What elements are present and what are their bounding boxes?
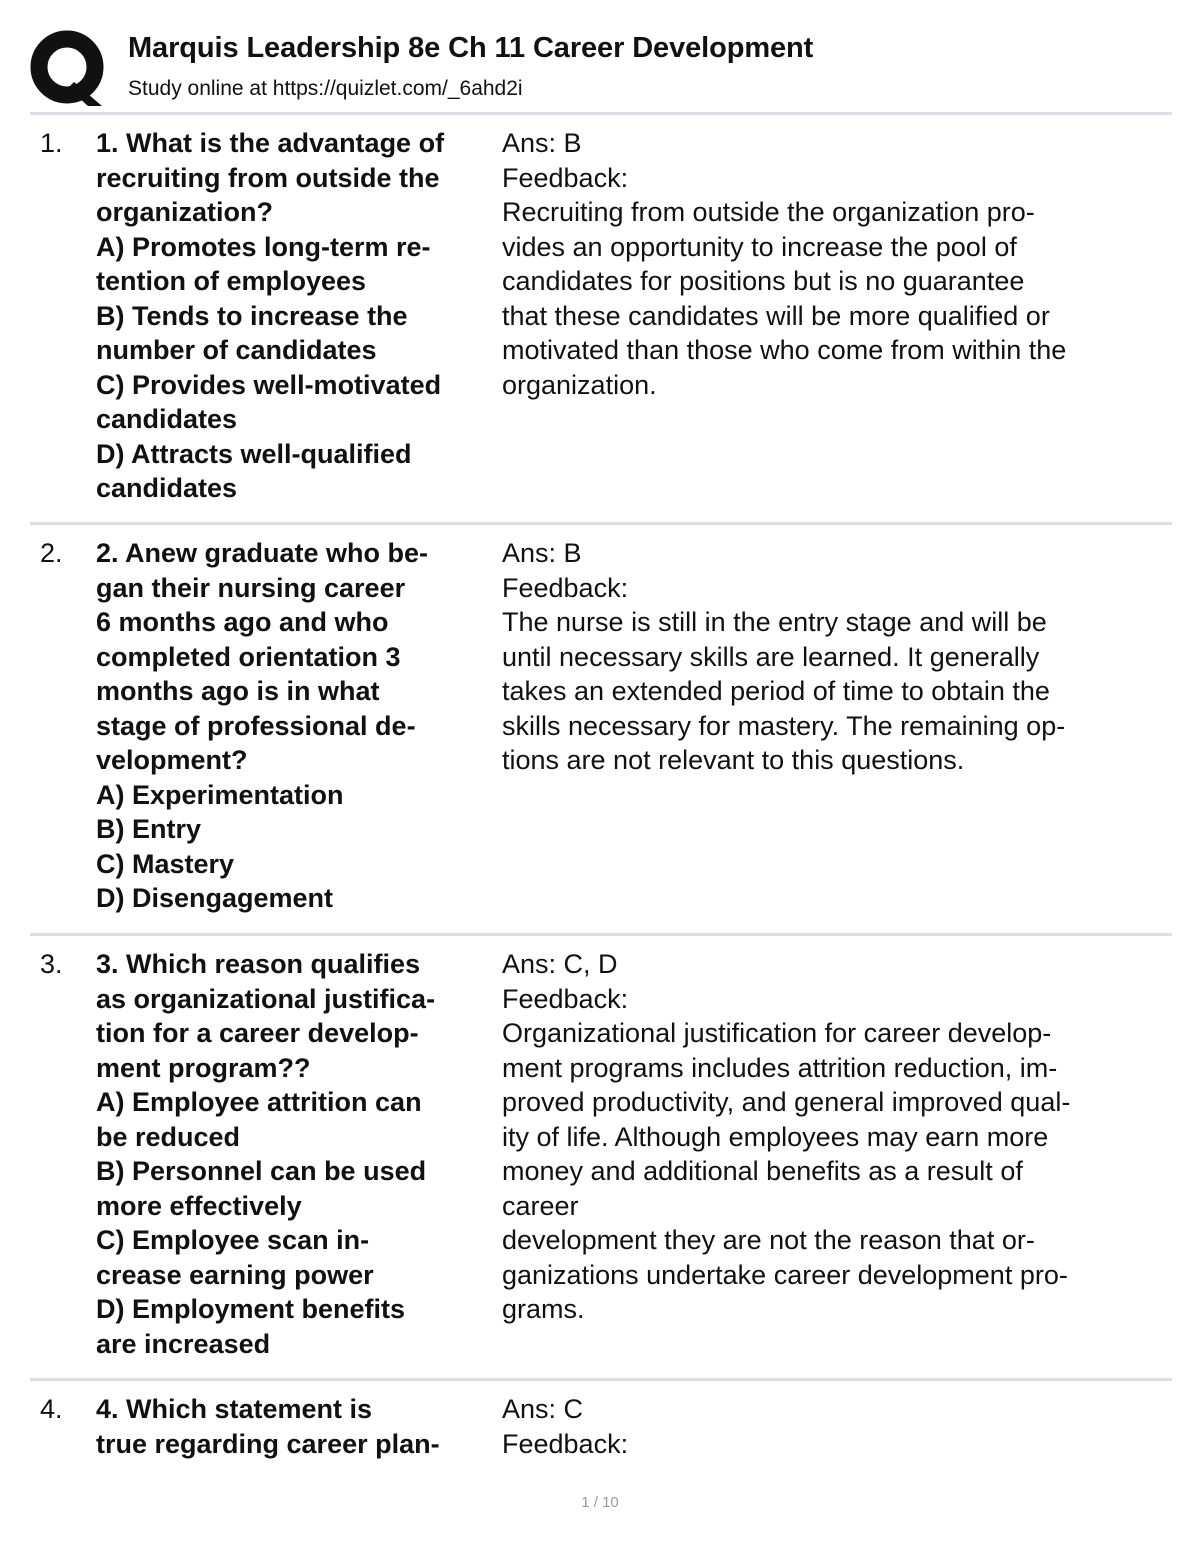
quizlet-logo-icon	[30, 30, 108, 108]
question-text: 3. Which reason qualifies as organizational justifica- tion for a career develop- ment program?? A) Employee attrition can be reduced B) Personnel can be used more effectively C) Employee scan in- crease earning power D) Employment benefits are increased	[96, 949, 436, 1359]
divider	[30, 112, 1172, 115]
page-header	[30, 28, 1172, 108]
item-number: 4.	[40, 1394, 63, 1424]
item-number: 2.	[40, 538, 63, 568]
answer-text: Ans: B Feedback: The nurse is still in the entry stage and will be until necessary skills are learned. It generally takes an extended period of time to obtain the skills necessary for mastery. The remaining op- tions are not relevant to this questions.	[502, 538, 1066, 775]
page-indicator: 1 / 10	[581, 1494, 619, 1511]
item-number: 3.	[40, 949, 63, 979]
question-text: 4. Which statement is true regarding career plan-	[96, 1394, 440, 1459]
study-online-link[interactable]: Study online at https://quizlet.com/_6ahd2i	[128, 77, 523, 100]
question-text: 2. Anew graduate who be- gan their nursing career 6 months ago and who completed orientation 3 months ago is in what stage of professional de- velopment? A) Experimentation B) Entry C) Mastery D) Disengagement	[96, 538, 429, 913]
divider	[30, 1378, 1172, 1381]
answer-text: Ans: C, D Feedback: Organizational justification for career develop- ment programs includes attrition reduction, im- proved productivity, and general improved qual- ity of life. Although employees may earn more money and additional benefits as a result of career development they are not the reason that or- ganizations undertake career development pro- grams.	[502, 949, 1071, 1324]
item-number: 1.	[40, 128, 63, 158]
page-title: Marquis Leadership 8e Ch 11 Career Development	[128, 32, 814, 64]
answer-text: Ans: B Feedback: Recruiting from outside the organization pro- vides an opportunity to increase the pool of candidates for positions but is no guarantee that these candidates will be more qualified or motivated than those who come from within the organization.	[502, 128, 1067, 400]
question-text: 1. What is the advantage of recruiting from outside the organization? A) Promotes long-term re- tention of employees B) Tends to increase the number of candidates C) Provides well-motivated candidates D) Attracts well-qualified candidates	[96, 128, 445, 503]
answer-text: Ans: C Feedback:	[502, 1394, 629, 1459]
divider	[30, 522, 1172, 525]
divider	[30, 933, 1172, 936]
